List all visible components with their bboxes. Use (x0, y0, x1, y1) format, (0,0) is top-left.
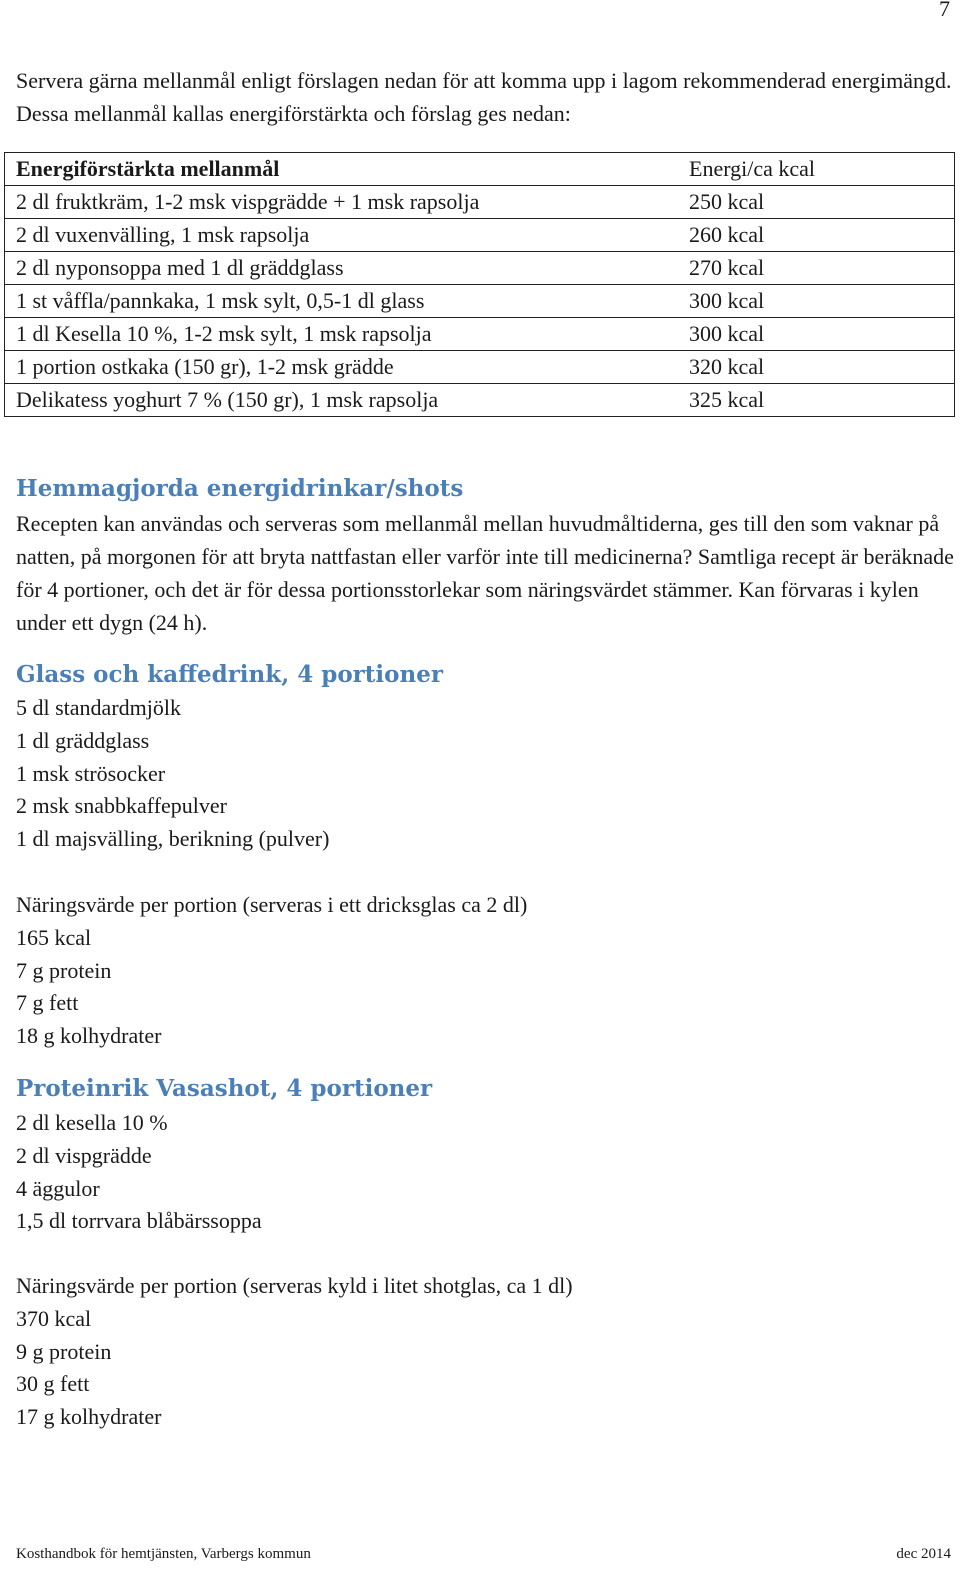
list-item: 2 msk snabbkaffepulver (16, 793, 227, 819)
snack-table (4, 152, 955, 417)
header-energy: Energi/ca kcal (677, 153, 955, 186)
list-item: 17 g kolhydrater (16, 1404, 162, 1430)
list-item: 1,5 dl torrvara blåbärssoppa (16, 1208, 262, 1234)
nutrition-list-vasashot (16, 1270, 573, 1434)
list-item: 1 msk strösocker (16, 760, 166, 786)
nutrition-list-coffee-drink (16, 889, 527, 1053)
snack-energy: 300 kcal (677, 318, 955, 351)
snack-energy: 250 kcal (677, 186, 955, 219)
table-row (5, 252, 955, 285)
table-row (5, 351, 955, 384)
list-item: 2 dl vispgrädde (16, 1142, 152, 1168)
list-item: 4 äggulor (16, 1175, 100, 1201)
recipe-title-vasashot: Proteinrik Vasashot, 4 portioner (16, 1075, 433, 1102)
footer-document-title: Kosthandbok för hemtjänsten, Varbergs kommun (16, 1546, 311, 1562)
snack-name: 1 dl Kesella 10 %, 1-2 msk sylt, 1 msk rapsolja (5, 318, 678, 351)
snack-name: 2 dl fruktkräm, 1-2 msk vispgrädde + 1 msk rapsolja (5, 186, 678, 219)
list-item: 18 g kolhydrater (16, 1023, 162, 1049)
nutrition-title: Näringsvärde per portion (serveras kyld i litet shotglas, ca 1 dl) (16, 1273, 573, 1298)
snack-name: 1 portion ostkaka (150 gr), 1-2 msk grädde (5, 351, 678, 384)
table-row (5, 318, 955, 351)
snack-energy: 320 kcal (677, 351, 955, 384)
list-item: 5 dl standardmjölk (16, 695, 181, 720)
table-row (5, 384, 955, 417)
footer-date: dec 2014 (896, 1546, 951, 1562)
recipe-title-coffee-drink: Glass och kaffedrink, 4 portioner (16, 661, 443, 688)
snack-energy: 260 kcal (677, 219, 955, 252)
ingredient-list-coffee-drink (16, 692, 329, 856)
ingredient-list-vasashot (16, 1107, 262, 1238)
intro-paragraph: Servera gärna mellanmål enligt förslagen nedan för att komma upp i lagom rekommenderad energimängd. Dessa mellanmål kallas energiförstärkta och förslag ges nedan: (16, 68, 952, 126)
drinks-heading: Hemmagjorda energidrinkar/shots (16, 475, 464, 502)
drinks-paragraph: Recepten kan användas och serveras som mellanmål mellan huvudmåltiderna, ges till den som vaknar på natten, på morgonen för att bryta nattfastan eller varför inte till medicinerna? Samtliga recept är beräknade för 4 portioner, och det är för dessa portionsstorlekar som näringsvärdet stämmer. Kan förvaras i kylen under ett dygn (24 h). (16, 511, 954, 635)
snack-name: 2 dl vuxenvälling, 1 msk rapsolja (5, 219, 678, 252)
list-item: 1 dl majsvälling, berikning (pulver) (16, 826, 330, 852)
header-snack-name: Energiförstärkta mellanmål (5, 153, 678, 186)
nutrition-title: Näringsvärde per portion (serveras i ett dricksglas ca 2 dl) (16, 892, 528, 917)
snack-energy: 270 kcal (677, 252, 955, 285)
table-row (5, 285, 955, 318)
table-row (5, 219, 955, 252)
list-item: 9 g protein (16, 1338, 112, 1364)
table-header-row (5, 153, 955, 186)
table-row (5, 186, 955, 219)
list-item: 30 g fett (16, 1371, 90, 1397)
list-item: 7 g fett (16, 990, 79, 1016)
snack-name: Delikatess yoghurt 7 % (150 gr), 1 msk rapsolja (5, 384, 678, 417)
list-item: 165 kcal (16, 924, 92, 950)
list-item: 7 g protein (16, 957, 112, 983)
snack-name: 2 dl nyponsoppa med 1 dl gräddglass (5, 252, 678, 285)
snack-energy: 300 kcal (677, 285, 955, 318)
list-item: 1 dl gräddglass (16, 727, 150, 753)
list-item: 2 dl kesella 10 % (16, 1110, 168, 1135)
list-item: 370 kcal (16, 1305, 92, 1331)
snack-name: 1 st våffla/pannkaka, 1 msk sylt, 0,5-1 dl glass (5, 285, 678, 318)
snack-energy: 325 kcal (677, 384, 955, 417)
page-number: 7 (939, 0, 950, 21)
